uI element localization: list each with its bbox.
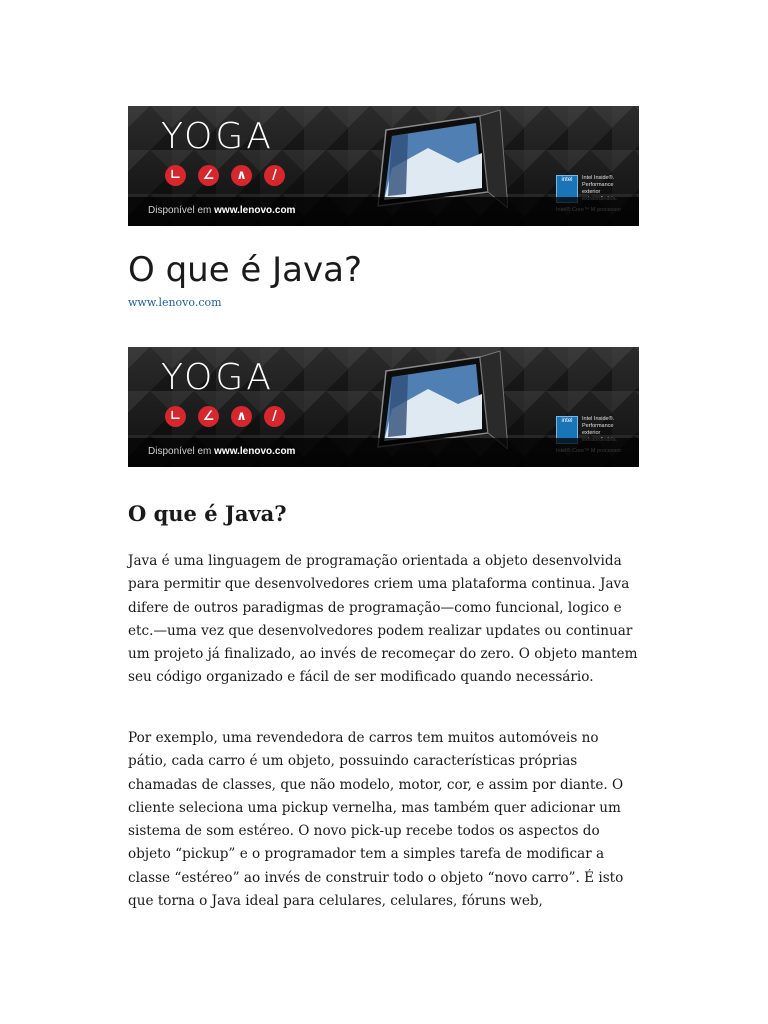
laptop-mode-icon: ∟ bbox=[165, 406, 186, 427]
stand-mode-icon: ∠ bbox=[198, 165, 219, 186]
intel-chip-logo: intel bbox=[556, 175, 578, 203]
intel-chip-logo: intel bbox=[556, 416, 578, 444]
tablet-mode-icon: / bbox=[264, 165, 285, 186]
paragraph-2: Por exemplo, uma revendedora de carros tem muitos automóveis no pátio, cada carro é um objeto, possuindo características próprias chamadas de classes, que não modelo, motor, cor, e assim por diante. O cliente seleciona uma pickup vernelha, mas também quer adicionar um sistema de som estéreo. O novo pick-up recebe todos os aspectos do objeto “pickup” e o programador tem a simples tarefa de modificar a classe “estéreo” ao invés de construir todo o objeto “novo carro”. É isto que torna o Java ideal para celulares, celulares, fóruns web, bbox=[128, 730, 624, 910]
banner-availability: Disponível em www.lenovo.com bbox=[148, 446, 296, 457]
banner-brand: YOGA bbox=[161, 116, 274, 157]
lenovo-yoga-banner-ad-2[interactable] bbox=[128, 347, 639, 467]
banner-brand: YOGA bbox=[161, 357, 274, 398]
stand-mode-icon: ∠ bbox=[198, 406, 219, 427]
intel-badge: intel Intel Inside®. Performance exterior bbox=[556, 416, 638, 452]
section-heading: O que é Java? bbox=[128, 501, 287, 526]
lenovo-yoga-banner-ad[interactable] bbox=[128, 106, 639, 226]
tablet-mode-icon: / bbox=[264, 406, 285, 427]
banner-availability: Disponível em www.lenovo.com bbox=[148, 205, 296, 216]
tent-mode-icon: ∧ bbox=[231, 165, 252, 186]
paragraph-1: Java é uma linguagem de programação orientada a objeto desenvolvida para permitir que desenvolvedores criem uma plataforma continua. Java difere de outros paradigmas de programação—como funcional, logico e etc.—uma vez que desenvolvedores podem realizar updates ou continuar um projeto já finalizado, ao invés de recomeçar do zero. O objeto mantem seu código organizado e fácil de ser modificado quando necessário. bbox=[128, 553, 638, 686]
source-link[interactable]: www.lenovo.com bbox=[128, 296, 222, 309]
intel-badge: intel Intel Inside®. Performance exterior bbox=[556, 175, 638, 211]
page-title: O que é Java? bbox=[128, 250, 363, 290]
tent-mode-icon: ∧ bbox=[231, 406, 252, 427]
laptop-mode-icon: ∟ bbox=[165, 165, 186, 186]
